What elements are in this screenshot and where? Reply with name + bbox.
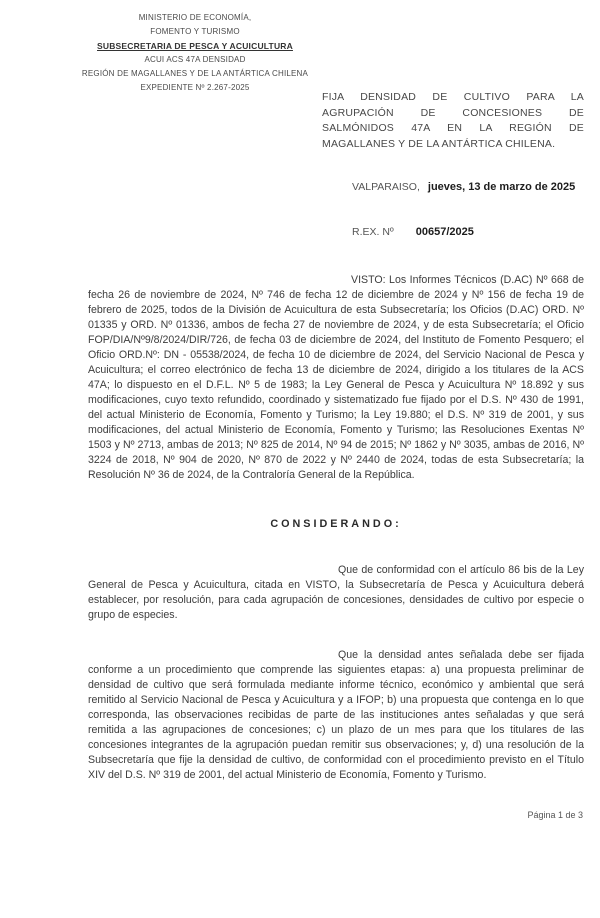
letterhead-acui-line: ACUI ACS 47A DENSIDAD xyxy=(144,55,246,64)
letterhead-ministry-line1: MINISTERIO DE ECONOMÍA, xyxy=(138,13,252,22)
rex-label: R.EX. Nº xyxy=(352,226,394,238)
resolution-number-line xyxy=(352,226,584,238)
letterhead-subsecretaria: SUBSECRETARIA DE PESCA Y ACUICULTURA xyxy=(97,41,293,51)
considerando-paragraph-2: Que la densidad antes señalada debe ser fijada conforme a un procedimiento que comprende las siguientes etapas: a) una propuesta preliminar de densidad de cultivo que será formulada mediante informe técnico, económico y ambiental que será remitido al Servicio Nacional de Pesca y Acuicultura y a IFOP; b) una propuesta que contenga en lo que corresponda, las observaciones recibidas de parte de las instituciones antes señaladas y que será remitida a las agrupaciones de concesiones; c) un plazo de un mes para que los titulares de las concesiones integrantes de la agrupación puedan remitir sus observaciones; y, d) una resolución de la Subsecretaría que fije la densidad de cultivo, de conformidad con el procedimiento previsto en el Título XIV del D.S. Nº 319 de 2001, del actual Ministerio de Economía, Fomento y Turismo. xyxy=(88,649,584,781)
document-title: FIJA DENSIDAD DE CULTIVO PARA LA AGRUPACIÓN DE CONCESIONES DE SALMÓNIDOS 47A EN LA REGIÓN DE MAGALLANES Y DE LA ANTÁRTICA CHILENA. xyxy=(322,91,584,150)
letterhead-expediente-line: EXPEDIENTE Nº 2.267-2025 xyxy=(140,83,250,92)
letterhead-ministry-line2: FOMENTO Y TURISMO xyxy=(150,27,240,36)
considerando-paragraph-1: Que de conformidad con el artículo 86 bis de la Ley General de Pesca y Acuicultura, citada en VISTO, la Subsecretaría de Pesca y Acuicultura deberá establecer, por resolución, para cada agrupación de concesiones, densidades de cultivo por especie o grupo de especies. xyxy=(88,564,584,621)
letterhead xyxy=(35,11,355,95)
place-label: VALPARAISO, xyxy=(352,181,420,193)
page-number-footer: Página 1 de 3 xyxy=(527,810,583,820)
letterhead-region-line: REGIÓN DE MAGALLANES Y DE LA ANTÁRTICA CHILENA xyxy=(81,69,309,78)
visto-paragraph: VISTO: Los Informes Técnicos (D.AC) Nº 668 de fecha 26 de noviembre de 2024, Nº 746 de fecha 12 de diciembre de 2024 y Nº 156 de fecha 19 de febrero de 2025, todos de la División de Acuicultura de esta Subsecretaría; los Oficios (D.AC) ORD. Nº 01335 y ORD. Nº 01336, ambos de fecha 27 de noviembre de 2024, y de esta Subsecretaría; el Oficio FOP/DIA/Nº9/8/2024/DIR/726, de fecha 03 de diciembre de 2024, del Instituto de Fomento Pesquero; el Oficio ORD.Nº: DN - 05538/2024, de fecha 10 de diciembre de 2024, del Servicio Nacional de Pesca y Acuicultura; el correo electrónico de fecha 13 de diciembre de 2024, dirigido a los titulares de la ACS 47A; lo dispuesto en el D.F.L. Nº 5 de 1983; la Ley General de Pesca y Acuicultura Nº 18.892 y sus modificaciones, cuyo texto refundido, coordinado y sistematizado fue fijado por el D.S. Nº 430 de 1991, del actual Ministerio de Economía, Fomento y Turismo; la Ley 19.880; el D.S. Nº 319 de 2001, y sus modificaciones, del actual Ministerio de Economía, Fomento y Turismo; las Resoluciones Exentas Nº 1503 y Nº 2713, ambas de 2013; Nº 825 de 2014, Nº 94 de 2015; Nº 1862 y Nº 3035, ambas de 2016, Nº 3224 de 2018, Nº 904 de 2020, Nº 870 de 2022 y Nº 2440 de 2024, todas de esta Subsecretaría; la Resolución Nº 36 de 2024, de la Contraloría General de la República. xyxy=(88,274,584,481)
rex-number: 00657/2025 xyxy=(415,226,474,238)
dateline xyxy=(352,181,584,193)
date-value: jueves, 13 de marzo de 2025 xyxy=(427,181,576,193)
considerando-heading: CONSIDERANDO: xyxy=(270,518,402,530)
